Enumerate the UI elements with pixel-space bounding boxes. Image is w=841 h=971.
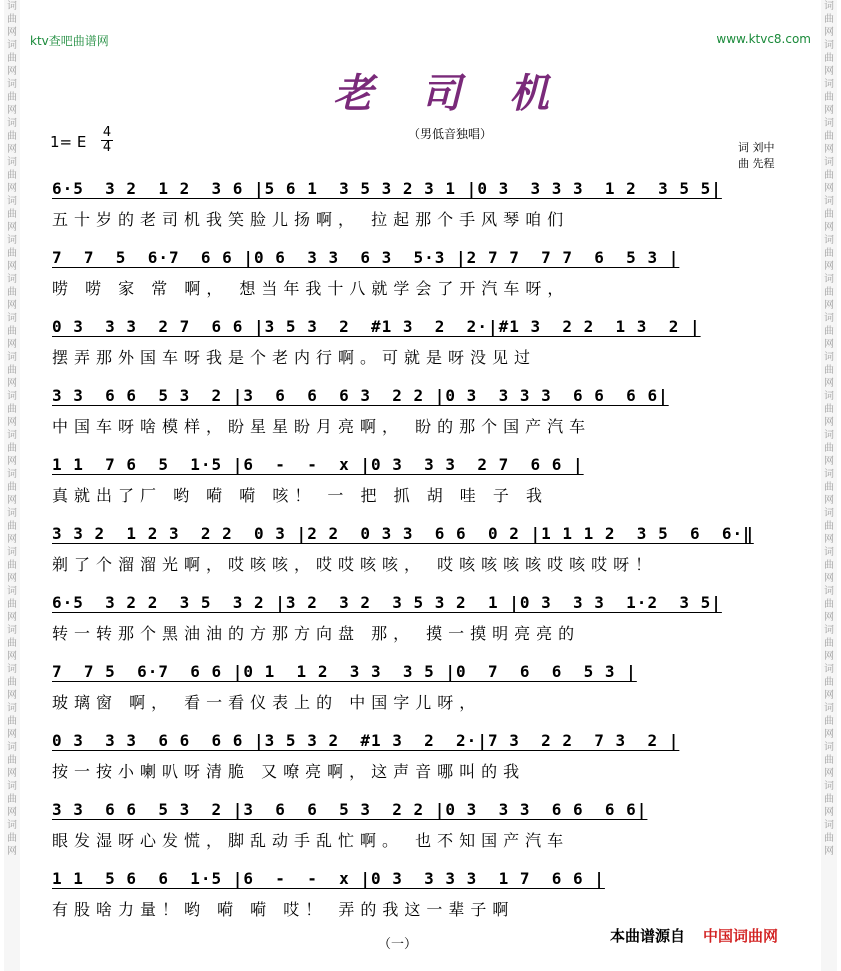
credits — [738, 140, 775, 172]
lyric-line: 唠 唠 家 常 啊， 想当年我十八就学会了开汽车呀， — [52, 279, 570, 298]
time-signature — [101, 127, 113, 154]
performance-note: （男低音独唱） — [408, 127, 493, 141]
right-watermark-strip: 词曲网词曲网词曲网词曲网词曲网词曲网词曲网词曲网词曲网词曲网词曲网词曲网词曲网词曲网词曲网词曲网词曲网词曲网词曲网词曲网词曲网词曲网 — [821, 0, 837, 971]
score-row — [52, 795, 800, 864]
score-row — [52, 174, 800, 243]
score-row — [52, 243, 800, 312]
score-row — [52, 450, 800, 519]
time-signature-bottom: 4 — [102, 140, 112, 155]
song-title: 老司机 — [333, 70, 597, 117]
notation-line: 1 1 5 6 6 1·5 |6 - - x |0 3 3 3 3 1 7 6 6 | — [52, 869, 605, 888]
key-signature: 1= E — [50, 133, 87, 151]
source-brand-link[interactable]: 中国词曲网 — [703, 927, 779, 945]
site-name-left[interactable]: ktv查吧曲谱网 — [30, 34, 109, 48]
score-sheet — [52, 174, 800, 933]
score-row — [52, 312, 800, 381]
notation-line: 1 1 7 6 5 1·5 |6 - - x |0 3 3 3 2 7 6 6 | — [52, 455, 584, 474]
score-row — [52, 381, 800, 450]
lyric-line: 玻璃窗 啊， 看一看仪表上的 中国字儿呀， — [52, 693, 482, 712]
lyric-line: 五十岁的老司机我笑脸儿扬啊， 拉起那个手风琴咱们 — [52, 210, 570, 229]
notation-line: 6·5 3 2 1 2 3 6 |5 6 1 3 5 3 2 3 1 |0 3 3 3 3 1 2 3 5 5| — [52, 179, 722, 198]
source-credit — [610, 925, 778, 946]
score-row — [52, 726, 800, 795]
site-url-right[interactable]: www.ktvc8.com — [716, 32, 811, 46]
lyric-line: 剃了个溜溜光啊，哎咳咳，哎哎咳咳， 哎咳咳咳咳哎咳哎呀！ — [52, 555, 658, 574]
lyric-line: 真就出了厂 哟 嗬 嗬 咳！ 一 把 抓 胡 哇 子 我 — [52, 486, 548, 505]
notation-line: 6·5 3 2 2 3 5 3 2 |3 2 3 2 3 5 3 2 1 |0 3 3 3 1·2 3 5| — [52, 593, 722, 612]
left-watermark-strip: 词曲网词曲网词曲网词曲网词曲网词曲网词曲网词曲网词曲网词曲网词曲网词曲网词曲网词曲网词曲网词曲网词曲网词曲网词曲网词曲网词曲网词曲网 — [4, 0, 20, 971]
notation-line: 0 3 3 3 2 7 6 6 |3 5 3 2 #1 3 2 2·|#1 3 2 2 1 3 2 | — [52, 317, 701, 336]
lyric-line: 有股啥力量！哟 嗬 嗬 哎！ 弄的我这一辈子啊 — [52, 900, 515, 919]
composer-credit: 曲 先程 — [738, 157, 775, 170]
score-row — [52, 588, 800, 657]
page-number: （一） — [378, 937, 418, 952]
lyric-line: 按一按小喇叭呀清脆 又嘹亮啊，这声音哪叫的我 — [52, 762, 526, 781]
notation-line: 7 7 5 6·7 6 6 |0 6 3 3 6 3 5·3 |2 7 7 7 7 6 5 3 | — [52, 248, 680, 267]
lyric-line: 眼发湿呀心发慌，脚乱动手乱忙啊。 也不知国产汽车 — [52, 831, 570, 850]
notation-line: 3 3 2 1 2 3 2 2 0 3 |2 2 0 3 3 6 6 0 2 |1 1 1 2 3 5 6 6·‖ — [52, 524, 754, 543]
lyric-line: 转一转那个黑油油的方那方向盘 那， 摸一摸明亮亮的 — [52, 624, 581, 643]
notation-line: 3 3 6 6 5 3 2 |3 6 6 6 3 2 2 |0 3 3 3 3 6 6 6 6| — [52, 386, 669, 405]
lyricist-credit: 词 刘中 — [738, 141, 775, 154]
time-signature-top: 4 — [102, 125, 112, 140]
score-row — [52, 864, 800, 933]
source-label: 本曲谱源自 — [610, 927, 686, 945]
score-row — [52, 519, 800, 588]
notation-line: 7 7 5 6·7 6 6 |0 1 1 2 3 3 3 5 |0 7 6 6 5 3 | — [52, 662, 637, 681]
notation-line: 3 3 6 6 5 3 2 |3 6 6 5 3 2 2 |0 3 3 3 6 6 6 6| — [52, 800, 648, 819]
lyric-line: 中国车呀啥模样，盼星星盼月亮啊， 盼的那个国产汽车 — [52, 417, 592, 436]
notation-line: 0 3 3 3 6 6 6 6 |3 5 3 2 #1 3 2 2·|7 3 2 2 7 3 2 | — [52, 731, 680, 750]
score-row — [52, 657, 800, 726]
lyric-line: 摆弄那外国车呀我是个老内行啊。可就是呀没见过 — [52, 348, 537, 367]
